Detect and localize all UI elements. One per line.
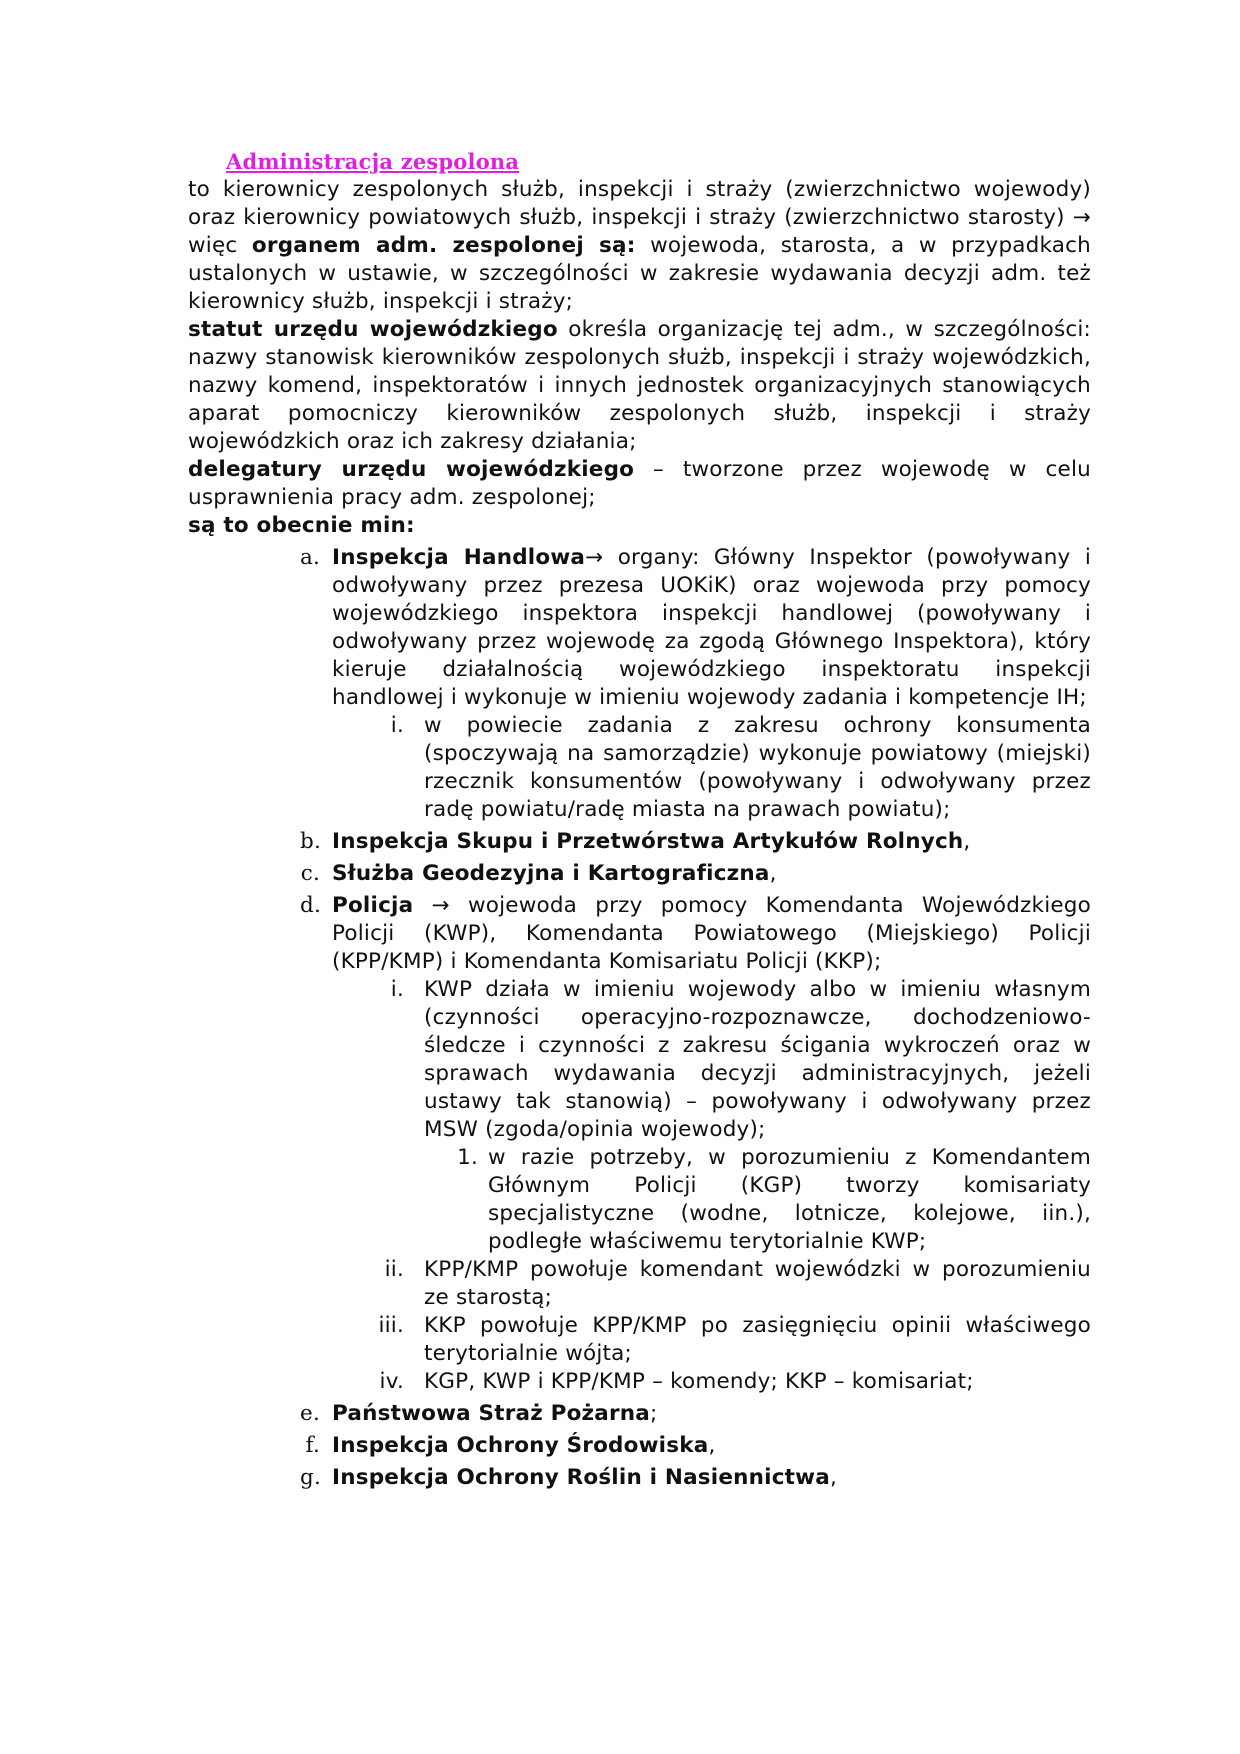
list-item-g	[300, 1464, 1091, 1492]
list-marker: c.	[300, 861, 320, 886]
list-marker: b.	[300, 829, 321, 854]
list-marker: f.	[305, 1433, 320, 1458]
list-item-text	[332, 1432, 1091, 1460]
bold-term: Inspekcja Ochrony Roślin i Nasiennictwa	[332, 1465, 830, 1490]
text-run: → wojewoda przy pomocy Komendanta Wojewódzkiego Policji (KWP), Komendanta Powiatowego (Miejskiego) Policji (KPP/KMP) i Komendanta Komisariatu Policji (KKP);	[332, 893, 1091, 974]
bold-term: Służba Geodezyjna i Kartograficzna	[332, 861, 770, 886]
list-item-f	[300, 1432, 1091, 1460]
document-body	[188, 148, 1091, 1492]
list-item-a	[300, 544, 1091, 712]
list-marker: iii.	[378, 1313, 404, 1338]
bold-term: są to obecnie min:	[188, 513, 415, 538]
list-item-text	[332, 1400, 1091, 1428]
text-run: – tworzone przez wojewodę w celu usprawnienia pracy adm. zespolonej;	[188, 457, 1091, 510]
list-item-d	[300, 892, 1091, 976]
paragraph-statut	[188, 316, 1091, 456]
list-marker: a.	[300, 545, 321, 570]
list-item-c	[300, 860, 1091, 888]
text-run: ,	[829, 1465, 837, 1490]
list-marker: i.	[390, 977, 404, 1002]
list-marker: iv.	[379, 1369, 404, 1394]
bold-term: Państwowa Straż Pożarna	[332, 1401, 650, 1426]
list-item-text	[332, 828, 1091, 856]
list-item-a-i	[376, 712, 1091, 824]
bold-term: organem adm. zespolonej są:	[251, 233, 636, 258]
list-item-d-iii	[376, 1312, 1091, 1368]
paragraph-delegatury	[188, 456, 1091, 512]
list-item-text	[332, 544, 1091, 712]
list-marker: g.	[300, 1465, 321, 1490]
list-marker: i.	[390, 713, 404, 738]
paragraph-list-intro	[188, 512, 1091, 540]
list-marker: 1.	[457, 1145, 478, 1170]
list-item-text: KKP powołuje KPP/KMP po zasięgnięciu opinii właściwego terytorialnie wójta;	[424, 1313, 1091, 1366]
text-run: → organy: Główny Inspektor (powoływany i odwoływany przez prezesa UOKiK) oraz wojewoda przy pomocy wojewódzkiego inspektora inspekcji handlowej (powoływany i odwoływany przez wojewodę za zgodą Głównego Inspektora), który kieruje działalnością wojewódzkiego inspektoratu inspekcji handlowej i wykonuje w imieniu wojewody zadania i kompetencje IH;	[332, 545, 1092, 710]
bold-term: statut urzędu wojewódzkiego	[188, 317, 558, 342]
bold-term: Inspekcja Handlowa	[332, 545, 586, 570]
list-item-b	[300, 828, 1091, 856]
list-item-text: KGP, KWP i KPP/KMP – komendy; KKP – komisariat;	[424, 1369, 974, 1394]
text-run: ,	[708, 1433, 716, 1458]
list-item-text: KWP działa w imieniu wojewody albo w imieniu własnym (czynności operacyjno-rozpoznawcze, dochodzeniowo-śledcze i czynności z zakresu ścigania wykroczeń oraz w sprawach wydawania decyzji administracyjnych, jeżeli ustawy tak stanowią) – powoływany i odwoływany przez MSW (zgoda/opinia wojewody);	[424, 977, 1091, 1142]
list-item-e	[300, 1400, 1091, 1428]
text-run: określa organizację tej adm., w szczególności: nazwy stanowisk kierowników zespolonych służb, inspekcji i straży wojewódzkich, nazwy komend, inspektoratów i innych jednostek organizacyjnych stanowiących aparat pomocniczy kierowników zespolonych służb, inspekcji i straży wojewódzkich oraz ich zakresy działania;	[188, 317, 1091, 454]
list-item-text: w razie potrzeby, w porozumieniu z Komendantem Głównym Policji (KGP) tworzy komisariaty specjalistyczne (wodne, lotnicze, kolejowe, iin.), podległe właściwemu terytorialnie KWP;	[488, 1145, 1091, 1254]
list-marker: ii.	[384, 1257, 404, 1282]
list-item-d-i	[376, 976, 1091, 1144]
list-item-text: w powiecie zadania z zakresu ochrony konsumenta (spoczywają na samorządzie) wykonuje powiatowy (miejski) rzecznik konsumentów (powoływany i odwoływany przez radę powiatu/radę miasta na prawach powiatu);	[424, 713, 1091, 822]
text-run: to kierownicy zespolonych służb, inspekcji i straży (zwierzchnictwo wojewody) oraz kierownicy powiatowych służb, inspekcji i straży (zwierzchnictwo starosty) → więc	[188, 177, 1091, 258]
list-item-text	[332, 892, 1091, 976]
text-run: wojewoda, starosta, a w przypadkach ustalonych w ustawie, w szczególności w zakresie wydawania decyzji adm. też kierownicy służb, inspekcji i straży;	[188, 233, 1092, 314]
text-run: ;	[650, 1401, 658, 1426]
bold-term: delegatury urzędu wojewódzkiego	[188, 457, 635, 482]
list-item-text	[332, 1464, 1091, 1492]
document-title: Administracja zespolona	[226, 149, 520, 174]
bold-term: Policja	[332, 893, 414, 918]
list-marker: d.	[300, 893, 321, 918]
list-item-d-iv	[376, 1368, 1091, 1396]
bold-term: Inspekcja Skupu i Przetwórstwa Artykułów Rolnych	[332, 829, 964, 854]
text-run: ,	[963, 829, 971, 854]
list-item-d-ii	[376, 1256, 1091, 1312]
list-item-d-i-1	[450, 1144, 1091, 1256]
list-item-text	[332, 860, 1091, 888]
bold-term: Inspekcja Ochrony Środowiska	[332, 1433, 709, 1458]
list-item-text: KPP/KMP powołuje komendant wojewódzki w porozumieniu ze starostą;	[424, 1257, 1091, 1310]
text-run: ,	[769, 861, 777, 886]
paragraph-definition	[188, 176, 1091, 316]
list-marker: e.	[300, 1401, 320, 1426]
